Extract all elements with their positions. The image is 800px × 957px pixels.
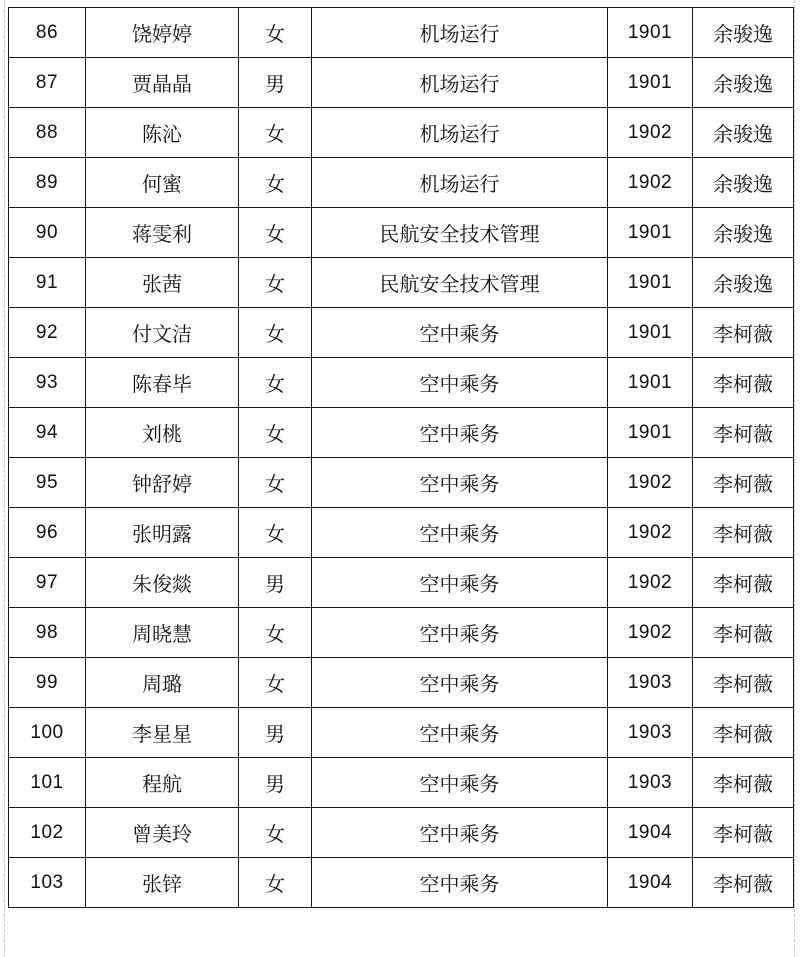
major-cell[interactable]: 空中乘务 (312, 658, 608, 708)
table-row (9, 108, 794, 158)
advisor-cell[interactable]: 李柯薇 (693, 408, 794, 458)
roster-body (9, 8, 794, 908)
row-index-cell[interactable]: 96 (9, 508, 86, 558)
advisor-cell[interactable]: 李柯薇 (693, 708, 794, 758)
major-cell[interactable]: 空中乘务 (312, 858, 608, 908)
table-row (9, 58, 794, 108)
class-cell[interactable]: 1902 (608, 158, 693, 208)
gender-cell[interactable]: 女 (239, 158, 312, 208)
gender-cell[interactable]: 男 (239, 558, 312, 608)
table-row (9, 758, 794, 808)
table-row (9, 408, 794, 458)
student-roster-table (8, 7, 794, 908)
table-row (9, 258, 794, 308)
class-cell[interactable]: 1901 (608, 408, 693, 458)
student-name-cell[interactable]: 何蜜 (86, 158, 239, 208)
row-index-cell[interactable]: 101 (9, 758, 86, 808)
advisor-cell[interactable]: 李柯薇 (693, 608, 794, 658)
class-cell[interactable]: 1903 (608, 708, 693, 758)
student-name-cell[interactable]: 陈春毕 (86, 358, 239, 408)
row-index-cell[interactable]: 88 (9, 108, 86, 158)
gender-cell[interactable]: 女 (239, 608, 312, 658)
student-name-cell[interactable]: 程航 (86, 758, 239, 808)
major-cell[interactable]: 机场运行 (312, 8, 608, 58)
student-name-cell[interactable]: 陈沁 (86, 108, 239, 158)
table-row (9, 608, 794, 658)
row-index-cell[interactable]: 99 (9, 658, 86, 708)
gender-cell[interactable]: 女 (239, 208, 312, 258)
gender-cell[interactable]: 女 (239, 308, 312, 358)
gender-cell[interactable]: 男 (239, 758, 312, 808)
major-cell[interactable]: 空中乘务 (312, 358, 608, 408)
advisor-cell[interactable]: 余骏逸 (693, 208, 794, 258)
class-cell[interactable]: 1902 (608, 558, 693, 608)
advisor-cell[interactable]: 余骏逸 (693, 258, 794, 308)
table-row (9, 808, 794, 858)
row-index-cell[interactable]: 89 (9, 158, 86, 208)
advisor-cell[interactable]: 李柯薇 (693, 858, 794, 908)
class-cell[interactable]: 1902 (608, 508, 693, 558)
advisor-cell[interactable]: 李柯薇 (693, 558, 794, 608)
table-row (9, 508, 794, 558)
gender-cell[interactable]: 男 (239, 708, 312, 758)
gender-cell[interactable]: 女 (239, 458, 312, 508)
major-cell[interactable]: 机场运行 (312, 158, 608, 208)
advisor-cell[interactable]: 余骏逸 (693, 108, 794, 158)
advisor-cell[interactable]: 李柯薇 (693, 308, 794, 358)
student-name-cell[interactable]: 朱俊燚 (86, 558, 239, 608)
student-name-cell[interactable]: 贾晶晶 (86, 58, 239, 108)
row-index-cell[interactable]: 90 (9, 208, 86, 258)
row-index-cell[interactable]: 87 (9, 58, 86, 108)
table-row (9, 358, 794, 408)
class-cell[interactable]: 1901 (608, 308, 693, 358)
gender-cell[interactable]: 女 (239, 108, 312, 158)
table-row (9, 158, 794, 208)
major-cell[interactable]: 空中乘务 (312, 308, 608, 358)
table-row (9, 208, 794, 258)
row-index-cell[interactable]: 102 (9, 808, 86, 858)
class-cell[interactable]: 1901 (608, 8, 693, 58)
student-name-cell[interactable]: 张锌 (86, 858, 239, 908)
table-row (9, 8, 794, 58)
table-row (9, 558, 794, 608)
gender-cell[interactable]: 女 (239, 358, 312, 408)
major-cell[interactable]: 民航安全技术管理 (312, 208, 608, 258)
major-cell[interactable]: 空中乘务 (312, 508, 608, 558)
student-name-cell[interactable]: 刘桃 (86, 408, 239, 458)
gender-cell[interactable]: 女 (239, 258, 312, 308)
class-cell[interactable]: 1901 (608, 258, 693, 308)
gender-cell[interactable]: 女 (239, 858, 312, 908)
class-cell[interactable]: 1901 (608, 358, 693, 408)
sheet-gridline-left (4, 0, 5, 957)
class-cell[interactable]: 1901 (608, 208, 693, 258)
student-name-cell[interactable]: 周晓慧 (86, 608, 239, 658)
student-name-cell[interactable]: 李星星 (86, 708, 239, 758)
advisor-cell[interactable]: 余骏逸 (693, 8, 794, 58)
advisor-cell[interactable]: 李柯薇 (693, 458, 794, 508)
advisor-cell[interactable]: 李柯薇 (693, 808, 794, 858)
gender-cell[interactable]: 女 (239, 408, 312, 458)
student-name-cell[interactable]: 曾美玲 (86, 808, 239, 858)
row-index-cell[interactable]: 94 (9, 408, 86, 458)
class-cell[interactable]: 1903 (608, 658, 693, 708)
student-name-cell[interactable]: 张明露 (86, 508, 239, 558)
class-cell[interactable]: 1903 (608, 758, 693, 808)
class-cell[interactable]: 1904 (608, 808, 693, 858)
row-index-cell[interactable]: 86 (9, 8, 86, 58)
major-cell[interactable]: 空中乘务 (312, 758, 608, 808)
gender-cell[interactable]: 女 (239, 8, 312, 58)
sheet-gridline-right (794, 0, 795, 957)
major-cell[interactable]: 空中乘务 (312, 408, 608, 458)
student-name-cell[interactable]: 周璐 (86, 658, 239, 708)
major-cell[interactable]: 空中乘务 (312, 608, 608, 658)
major-cell[interactable]: 空中乘务 (312, 808, 608, 858)
student-name-cell[interactable]: 钟舒婷 (86, 458, 239, 508)
gender-cell[interactable]: 女 (239, 658, 312, 708)
major-cell[interactable]: 民航安全技术管理 (312, 258, 608, 308)
row-index-cell[interactable]: 92 (9, 308, 86, 358)
major-cell[interactable]: 机场运行 (312, 58, 608, 108)
student-name-cell[interactable]: 付文洁 (86, 308, 239, 358)
student-name-cell[interactable]: 蒋雯利 (86, 208, 239, 258)
row-index-cell[interactable]: 97 (9, 558, 86, 608)
class-cell[interactable]: 1902 (608, 458, 693, 508)
class-cell[interactable]: 1904 (608, 858, 693, 908)
advisor-cell[interactable]: 余骏逸 (693, 158, 794, 208)
gender-cell[interactable]: 女 (239, 808, 312, 858)
class-cell[interactable]: 1902 (608, 108, 693, 158)
major-cell[interactable]: 空中乘务 (312, 708, 608, 758)
row-index-cell[interactable]: 93 (9, 358, 86, 408)
student-name-cell[interactable]: 饶婷婷 (86, 8, 239, 58)
advisor-cell[interactable]: 李柯薇 (693, 758, 794, 808)
row-index-cell[interactable]: 103 (9, 858, 86, 908)
row-index-cell[interactable]: 95 (9, 458, 86, 508)
table-row (9, 708, 794, 758)
class-cell[interactable]: 1901 (608, 58, 693, 108)
advisor-cell[interactable]: 李柯薇 (693, 358, 794, 408)
major-cell[interactable]: 空中乘务 (312, 558, 608, 608)
table-row (9, 858, 794, 908)
row-index-cell[interactable]: 100 (9, 708, 86, 758)
table-row (9, 658, 794, 708)
advisor-cell[interactable]: 李柯薇 (693, 658, 794, 708)
advisor-cell[interactable]: 李柯薇 (693, 508, 794, 558)
student-name-cell[interactable]: 张茜 (86, 258, 239, 308)
advisor-cell[interactable]: 余骏逸 (693, 58, 794, 108)
class-cell[interactable]: 1902 (608, 608, 693, 658)
major-cell[interactable]: 空中乘务 (312, 458, 608, 508)
row-index-cell[interactable]: 98 (9, 608, 86, 658)
table-row (9, 458, 794, 508)
major-cell[interactable]: 机场运行 (312, 108, 608, 158)
gender-cell[interactable]: 女 (239, 508, 312, 558)
gender-cell[interactable]: 男 (239, 58, 312, 108)
table-row (9, 308, 794, 358)
row-index-cell[interactable]: 91 (9, 258, 86, 308)
